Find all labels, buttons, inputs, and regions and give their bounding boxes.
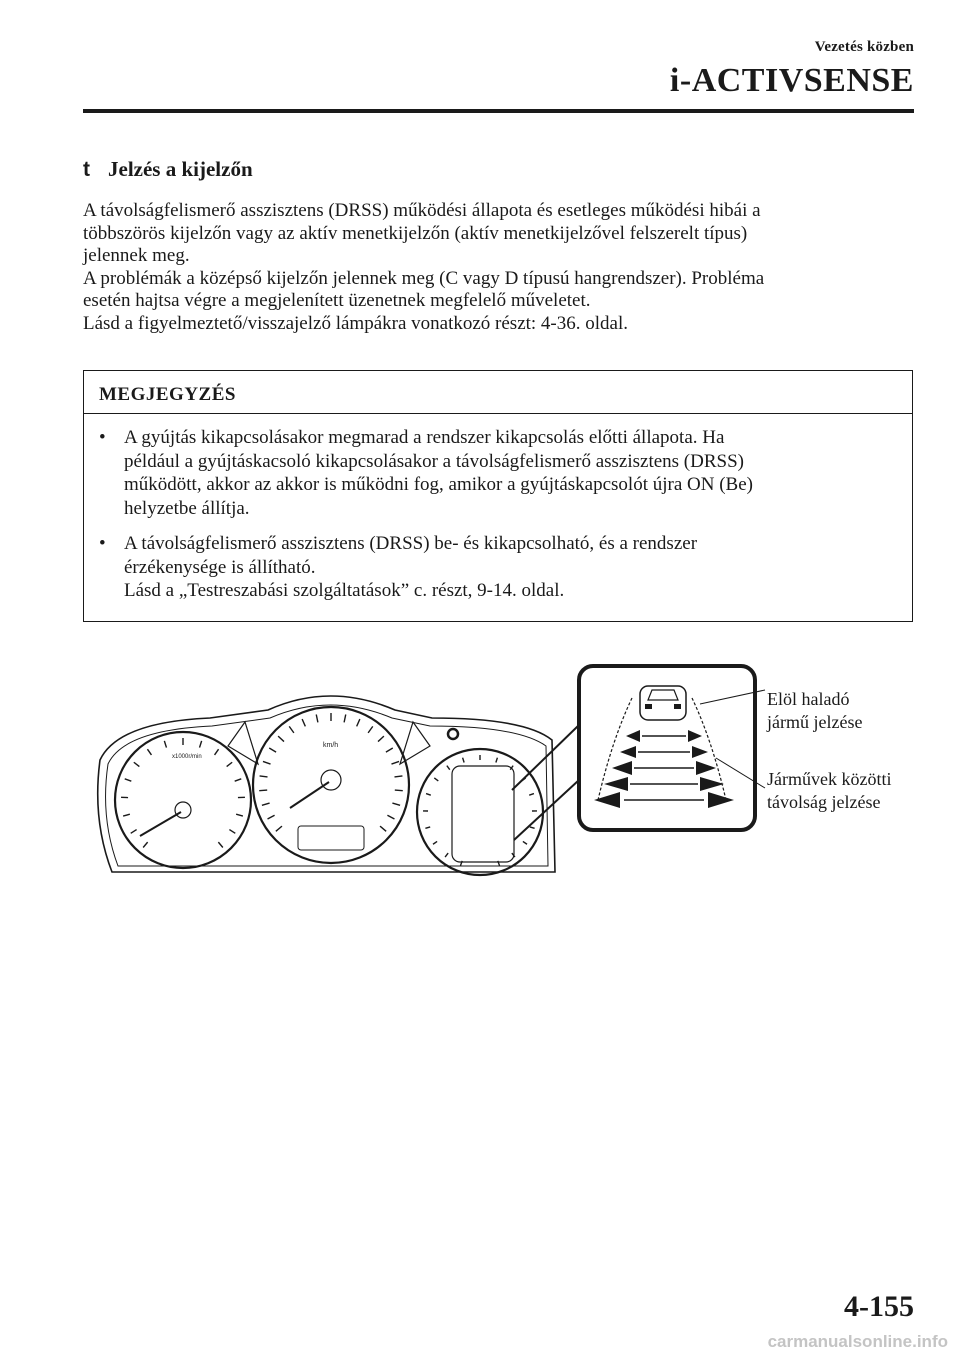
note-line: működött, akkor az akkor is működni fog, amikor a gyújtáskapcsolót újra ON (Be): [124, 474, 753, 495]
callout-line: Járművek közötti: [767, 769, 892, 789]
tachometer-tick: [123, 814, 130, 816]
speedometer-tick: [386, 748, 393, 752]
speedometer-tick: [394, 776, 402, 777]
callout-line: Elöl haladó: [767, 689, 850, 709]
tachometer-unit-label: x1000r/min: [172, 754, 202, 760]
note-line: érzékenysége is állítható.: [124, 556, 316, 578]
multi-info-tick: [529, 794, 534, 796]
tachometer-needle: [140, 812, 181, 836]
body-line: többszörös kijelzőn vagy az aktív menetkijelzőn (aktív menetkijelzővel felszerelt típus): [83, 222, 748, 244]
instrument-cluster-figure: [0, 640, 960, 920]
speedometer-tick: [289, 726, 294, 733]
header-rule: [83, 109, 914, 113]
multi-info-tick: [445, 853, 448, 857]
body-line: A távolságfelismerő asszisztens (DRSS) működési állapota és esetleges működési hibái a: [83, 200, 761, 221]
tachometer-tick: [143, 842, 147, 847]
callout-line: jármű jelzése: [767, 712, 863, 732]
speedometer-tick: [269, 748, 276, 752]
speedometer-dial: [253, 707, 409, 863]
note-line: helyzetbe állítja.: [124, 497, 250, 519]
note-line: A távolságfelismerő asszisztens (DRSS) be- és kikapcsolható, és a rendszer: [124, 533, 698, 554]
speedometer-tick: [387, 815, 394, 819]
cluster-housing-inner: [106, 705, 548, 866]
tachometer-tick: [218, 842, 222, 847]
callout-following-distance: [767, 768, 891, 814]
speedometer-needle: [290, 782, 329, 808]
page-number: 4-155: [844, 1290, 914, 1323]
vehicle-lamp-right: [674, 704, 681, 709]
body-paragraph: [83, 200, 923, 335]
tachometer-tick: [164, 741, 166, 748]
vehicle-lamp-left: [645, 704, 652, 709]
speedometer-tick: [260, 776, 268, 777]
note-item: [99, 426, 892, 520]
speedometer-tick: [276, 826, 282, 831]
turn-signal-left-icon: [228, 722, 258, 764]
tachometer-tick: [147, 749, 151, 755]
note-line: Lásd a „Testreszabási szolgáltatások” c. részt, 9-14. oldal.: [124, 580, 565, 601]
section-marker: t: [83, 158, 90, 181]
running-header-title: i-ACTIVSENSE: [669, 62, 914, 99]
tachometer-tick: [200, 741, 202, 748]
speedometer-tick: [302, 719, 305, 726]
body-line: Lásd a figyelmeztető/visszajelző lámpákra vonatkozó részt: 4-36. oldal.: [83, 312, 628, 334]
tachometer-tick: [229, 830, 235, 834]
section-heading: [83, 157, 253, 182]
multi-info-tick: [463, 758, 465, 763]
speedometer-tick: [344, 715, 346, 723]
tachometer-tick: [236, 814, 243, 816]
multi-info-tick: [425, 827, 430, 828]
multi-info-tick: [426, 794, 431, 796]
bullet: •: [99, 533, 106, 554]
callout-line: távolság jelzése: [767, 792, 881, 812]
callout-preceding-vehicle: [767, 688, 862, 734]
tachometer-tick: [235, 779, 242, 781]
note-line: A gyújtás kikapcsolásakor megmarad a rendszer kikapcsolás előtti állapota. Ha: [124, 427, 725, 448]
speedometer-display: [298, 826, 364, 850]
speedometer-tick: [316, 715, 318, 723]
tachometer-dial: [115, 732, 251, 868]
multi-info-tick: [447, 766, 450, 770]
speedometer-tick: [262, 803, 270, 805]
watermark: carmanualsonline.info: [767, 1332, 948, 1351]
speedometer-tick: [268, 815, 275, 819]
body-line: A problémák a középső kijelzőn jelennek meg (C vagy D típusú hangrendszer). Probléma: [83, 267, 765, 289]
note-box: [83, 370, 913, 622]
tachometer-tick: [125, 779, 132, 781]
note-heading: MEGJEGYZÉS: [84, 371, 912, 414]
multi-info-tick: [434, 778, 438, 781]
speedometer-unit-label: km/h: [323, 742, 339, 749]
tachometer-hub: [175, 802, 191, 818]
speedometer-tick: [378, 736, 384, 741]
note-item: [99, 532, 892, 603]
speedometer-tick: [380, 826, 386, 831]
note-line: például a gyújtáskacsoló kikapcsolásakor a távolságfelismerő asszisztens (DRSS): [124, 450, 744, 472]
bullet: •: [99, 427, 106, 448]
speedometer-tick: [391, 761, 399, 764]
speedometer-tick: [263, 761, 271, 764]
body-line: jelennek meg.: [83, 245, 190, 266]
indicator-lamp: [448, 729, 458, 739]
note-list: [84, 414, 912, 603]
tachometer-tick: [131, 830, 137, 834]
speedometer-tick: [357, 719, 360, 726]
multi-info-display-dial: [417, 749, 543, 875]
multi-info-display-screen: [452, 766, 514, 862]
tachometer-tick: [215, 749, 219, 755]
body-line: esetén hajtsa végre a megjelenített üzenetnek megfelelő műveletet.: [83, 290, 591, 311]
tachometer-tick: [134, 762, 140, 766]
speedometer-tick: [259, 790, 267, 791]
speedometer-tick: [368, 726, 373, 733]
speedometer-tick: [278, 736, 284, 741]
multi-info-tick: [433, 841, 437, 844]
multi-info-tick: [496, 758, 498, 763]
speedometer-tick: [395, 790, 403, 791]
multi-info-tick: [523, 841, 527, 844]
section-heading-text: Jelzés a kijelzőn: [108, 157, 253, 181]
speedometer-tick: [392, 803, 400, 805]
speedometer-hub: [321, 770, 341, 790]
multi-info-tick: [530, 827, 535, 828]
running-header-subtitle: Vezetés közben: [814, 39, 914, 55]
tachometer-tick: [227, 762, 233, 766]
